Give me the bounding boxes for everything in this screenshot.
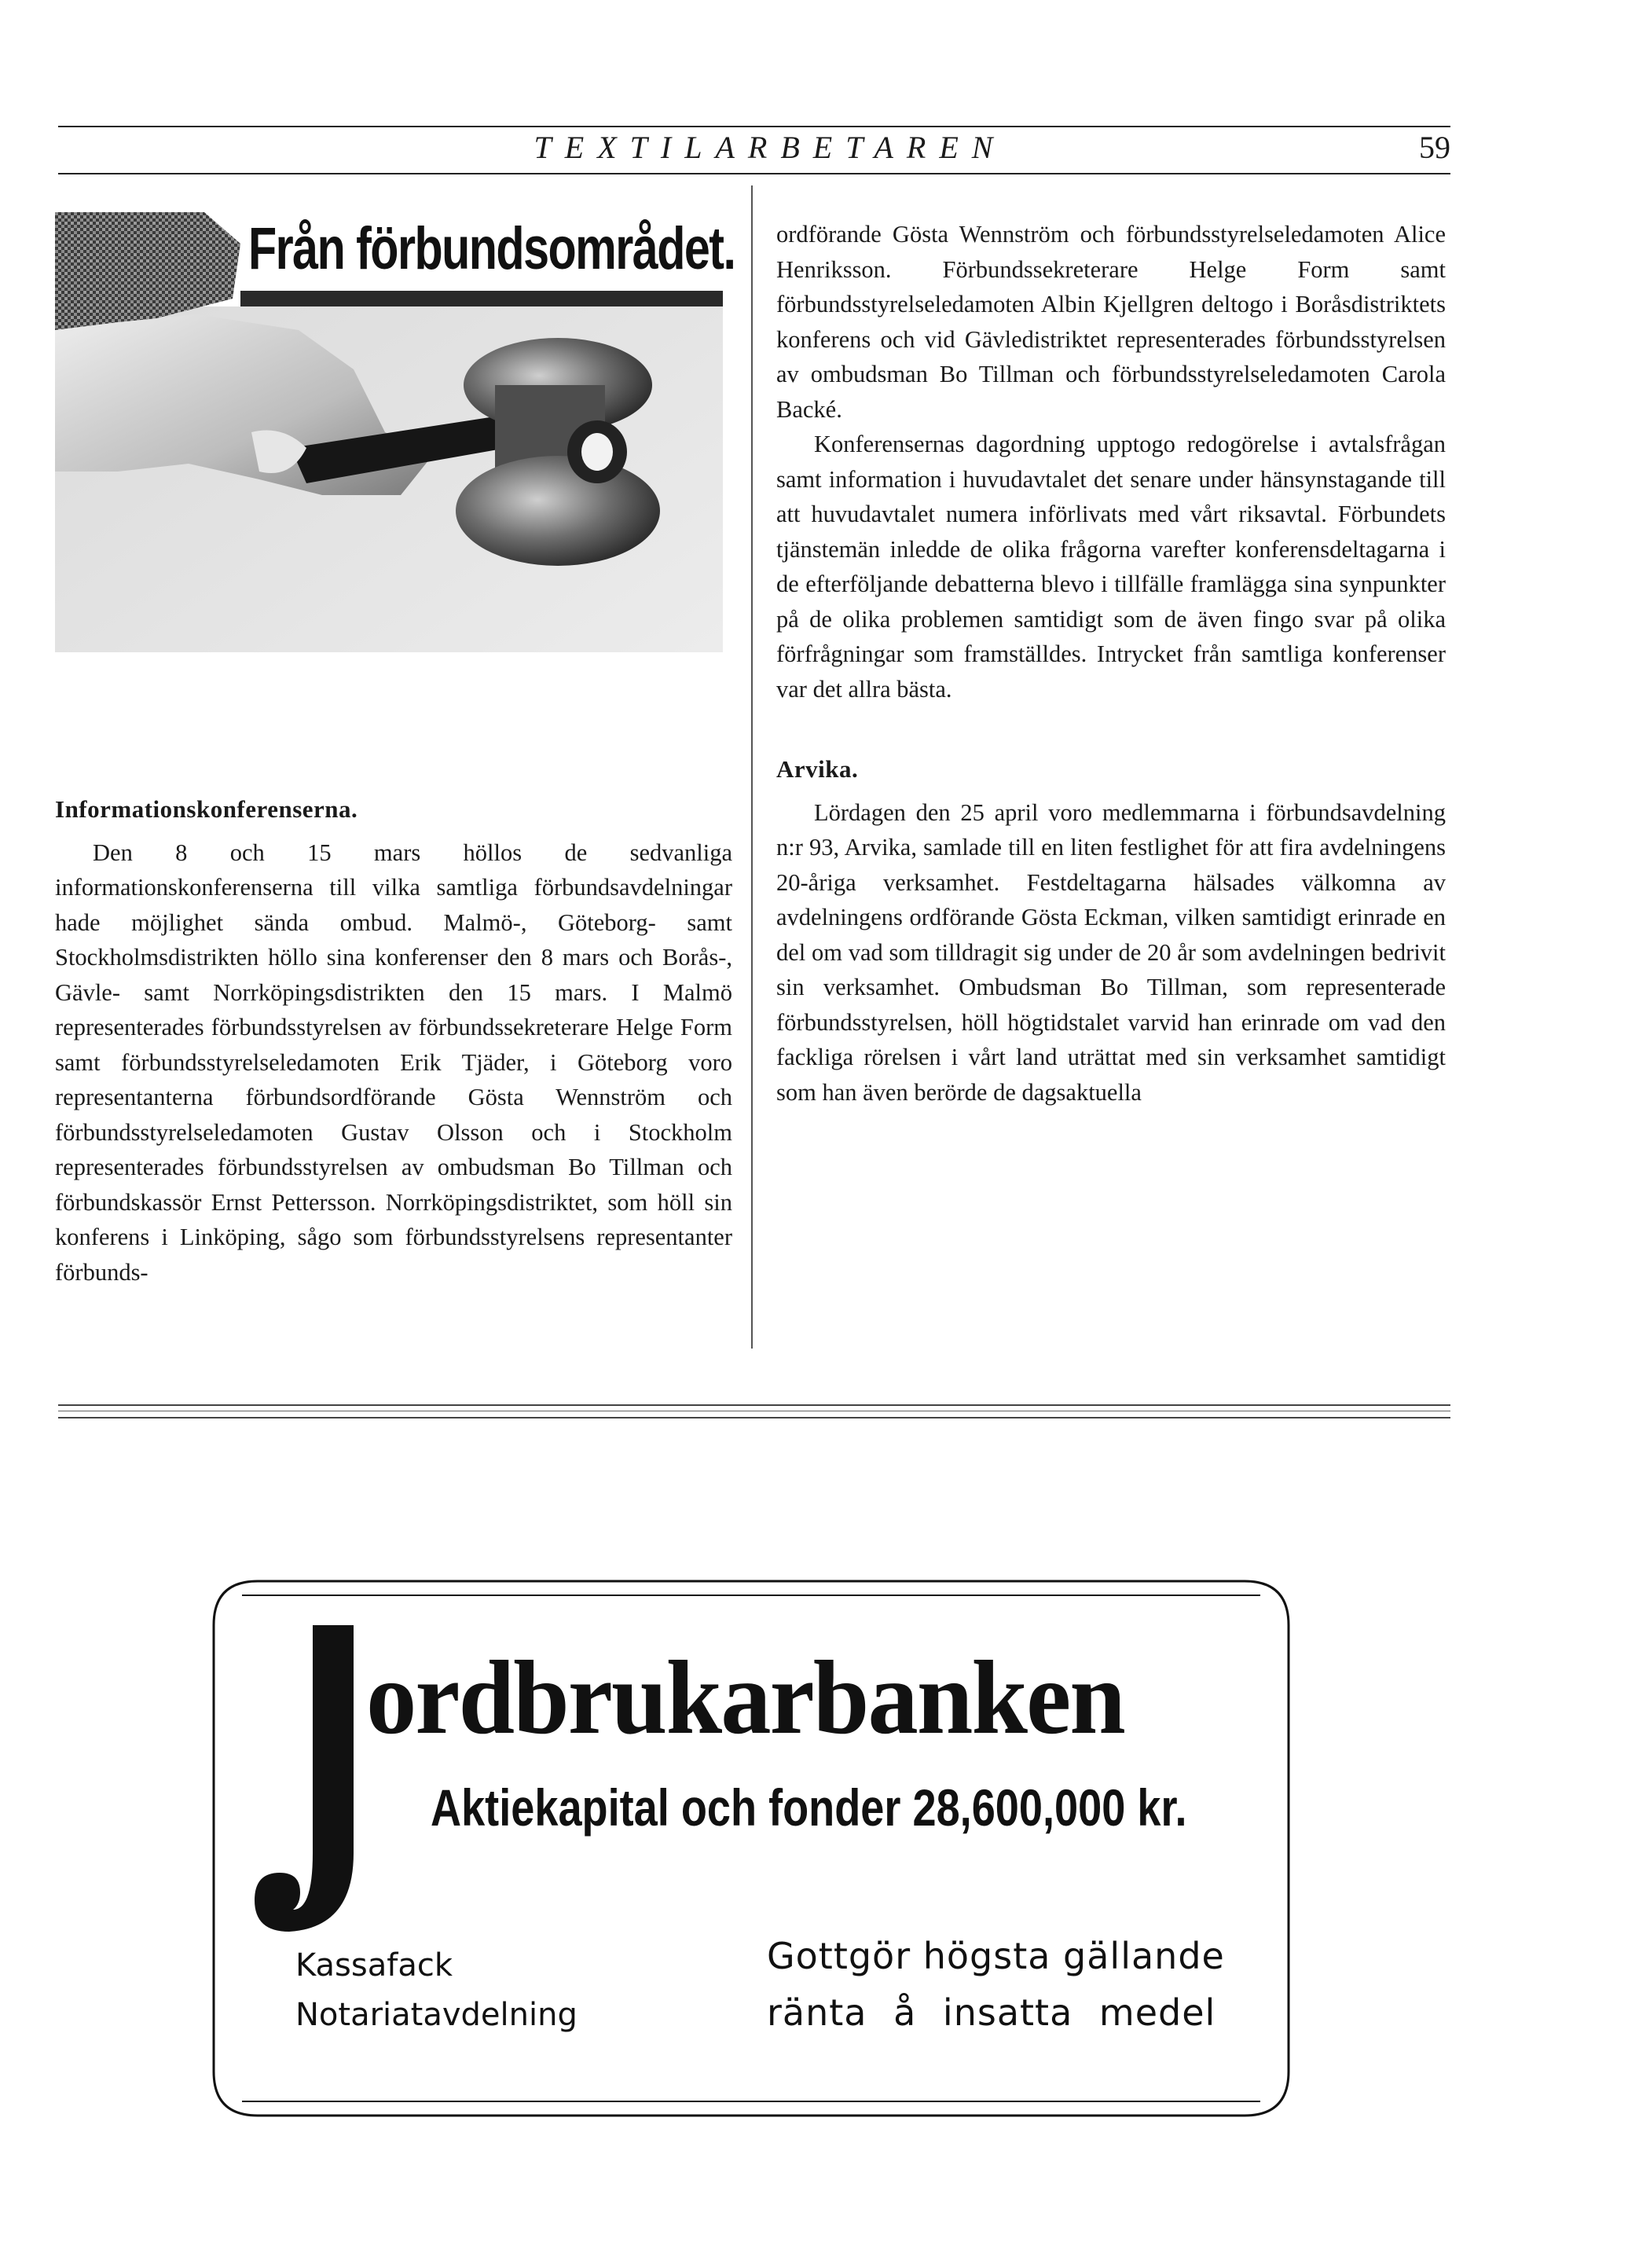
advertisement-interest-line-2: ränta å insatta medel bbox=[767, 1991, 1216, 2034]
advertisement-initial-text: J bbox=[250, 1617, 251, 1618]
running-title: TEXTILARBETAREN bbox=[534, 130, 1006, 165]
header-rule-top bbox=[58, 126, 1450, 127]
right-column bbox=[776, 217, 1446, 1110]
advertisement-service-safe-deposit: Kassafack bbox=[295, 1947, 453, 1984]
article-heading-informationskonferenserna: Informationskonferenserna. bbox=[55, 795, 358, 823]
separator-rule bbox=[58, 1417, 1450, 1418]
column-divider bbox=[751, 185, 753, 1349]
page-number: 59 bbox=[1419, 130, 1450, 165]
advertisement-capital: Aktiekapital och fonder 28,600,000 kr. bbox=[431, 1778, 1187, 1837]
left-column bbox=[55, 792, 732, 1290]
separator-rule bbox=[58, 1404, 1450, 1406]
article-paragraph-continuation: ordförande Gösta Wennström och förbundsstyrelseledamoten Alice Henriksson. Förbundssekreterare Helge Form samt förbundsstyrelseledamoten Albin Kjellgren deltogo i Boråsdistriktets konferens och vid Gävledistriktet representerades förbundsstyrelsen av ombudsman Bo Tillman och förbundsstyrelseledamoten Carola Backé. bbox=[776, 221, 1446, 423]
header-rule-bottom bbox=[58, 173, 1450, 174]
advertisement-interest-line-1: Gottgör högsta gällande bbox=[767, 1935, 1225, 1977]
photo-title: Från förbundsområdet. bbox=[248, 215, 735, 282]
article-paragraph: Lördagen den 25 april voro medlemmarna i förbundsavdelning n:r 93, Arvika, samlade till en liten festlighet för att fira avdelningens 20-åriga verksamhet. Festdeltagarna hälsades välkomna av avdelningens ordförande Gösta Eckman, vilken samtidigt erinrade en del om vad som tilldragit sig under de 20 år som avdelningen bedrivit sin verksamhet. Ombudsman Bo Tillman, som representerade förbundsstyrelsen, höll högtidstalet varvid han erinrade om vad den fackliga rörelsen i vårt land uträttat med sin verksamhet samtidigt som han även berörde de dagsaktuella bbox=[776, 798, 1446, 1106]
article-paragraph: Den 8 och 15 mars höllos de sedvanliga informationskonferenserna till vilka samtliga förbundsavdelningar hade möjlighet sända ombud. Malmö-, Göteborg- samt Stockholmsdistrikten höllo sina konferenser den 8 mars och Borås-, Gävle- samt Norrköpingsdistrikten den 15 mars. I Malmö representerades förbundsstyrelsen av förbundssekreterare Helge Form samt förbundsstyrelseledamoten Erik Tjäder, i Göteborg voro representanterna förbundsordförande Gösta Wennström och förbundsstyrelseledamoten Gustav Olsson och i Stockholm representerades förbundsstyrelsen av ombudsman Bo Tillman och förbundskassör Ernst Pettersson. Norrköpingsdistriktet, som höll sin konferens i Linköping, sågo som förbundsstyrelsens representanter förbunds- bbox=[55, 839, 732, 1286]
advertisement-initial-J bbox=[250, 1617, 368, 1940]
article-paragraph: Konferensernas dagordning upptogo redogörelse i avtalsfrågan samt information i huvudavtalet det senare under hänsynstagande till att huvudavtalet numera införlivats med vårt riksavtal. Förbundets tjänstemän inledde de olika frågorna varefter konferensdeltagarna i de efterföljande debatterna blevo i tillfälle framlägga sina synpunkter på de olika problemen samtidigt som de även fingo svar på olika förfrågningar som framställdes. Intrycket från samtliga konferenser var det allra bästa. bbox=[776, 431, 1446, 703]
advertisement-bank-name: ordbrukarbanken bbox=[366, 1639, 1124, 1756]
advertisement-service-notary: Notariatavdelning bbox=[295, 1997, 578, 2033]
article-heading-arvika: Arvika. bbox=[776, 755, 859, 783]
